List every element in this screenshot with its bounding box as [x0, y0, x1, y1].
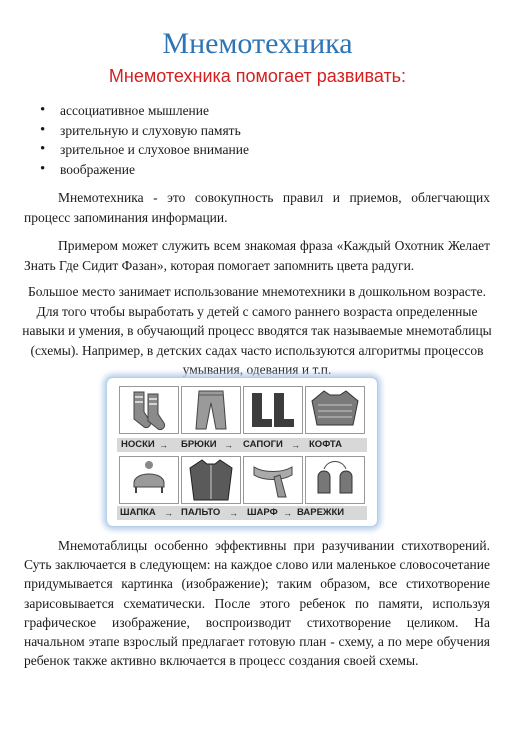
definition-paragraph: Мнемотехника - это совокупность правил и приемов, облегчающих процесс запоминания информации.	[24, 190, 490, 225]
labels-row-2	[117, 506, 367, 520]
label-sweater: КОФТА	[309, 439, 342, 450]
list-item: • ассоциативное мышление	[40, 101, 249, 121]
arrow-icon: →	[159, 440, 168, 450]
page-subtitle: Мнемотехника помогает развивать:	[108, 66, 407, 86]
arrow-icon: →	[224, 440, 233, 450]
preschool-paragraph: Большое место занимает использование мнемотехники в дошкольном возрасте. Для того чтобы выработать у детей с самого раннего возраста определенные навыки и умения, в обучающий процесс вводятся так называемые мнемотаблицы (схемы). Например, в детских садах часто используются алгоритмы процессов умывания, одевания и т.п.	[22, 284, 492, 377]
hat-icon	[119, 456, 179, 504]
label-boots: САПОГИ	[243, 439, 283, 450]
label-trousers: БРЮКИ	[181, 439, 217, 450]
label-socks: НОСКИ	[121, 439, 155, 450]
label-coat: ПАЛЬТО	[181, 507, 221, 518]
example-paragraph: Примером может служить всем знакомая фраза «Каждый Охотник Желает Знать Где Сидит Фазан», которая помогает запомнить цвета радуги.	[24, 238, 490, 273]
list-item: • зрительную и слуховую память	[40, 121, 249, 141]
sweater-icon	[305, 386, 365, 434]
scarf-icon	[243, 456, 303, 504]
page-title: Мнемотехника	[162, 27, 353, 60]
poems-paragraph: Мнемотаблицы особенно эффективны при разучивании стихотворений. Суть заключается в следующем: на каждое слово или маленькое словосочетание придумывается картинка (изображение); таким образом, все стихотворение зарисовывается схематически. После этого ребенок по памяти, используя графическое изображение, воспроизводит стихотворение целиком. На начальном этапе взрослый предлагает готовую план - схему, а по мере обучения ребенок также активно включается в процесс создания своей схемы.	[24, 538, 490, 669]
mnemo-table	[117, 384, 367, 520]
label-scarf: ШАРФ	[247, 507, 278, 518]
arrow-icon: →	[291, 440, 300, 450]
arrow-icon: →	[164, 508, 173, 518]
skills-list	[40, 101, 249, 179]
coat-icon	[181, 456, 241, 504]
boots-icon	[243, 386, 303, 434]
mnemo-table-figure	[107, 378, 377, 526]
trousers-icon	[181, 386, 241, 434]
label-hat: ШАПКА	[120, 507, 156, 518]
arrow-icon: →	[229, 508, 238, 518]
label-mittens: ВАРЕЖКИ	[297, 507, 345, 518]
labels-row-1	[117, 438, 367, 452]
mittens-icon	[305, 456, 365, 504]
socks-icon	[119, 386, 179, 434]
list-item: • зрительное и слуховое внимание	[40, 140, 249, 160]
arrow-icon: →	[283, 508, 292, 518]
list-item: • воображение	[40, 160, 249, 180]
